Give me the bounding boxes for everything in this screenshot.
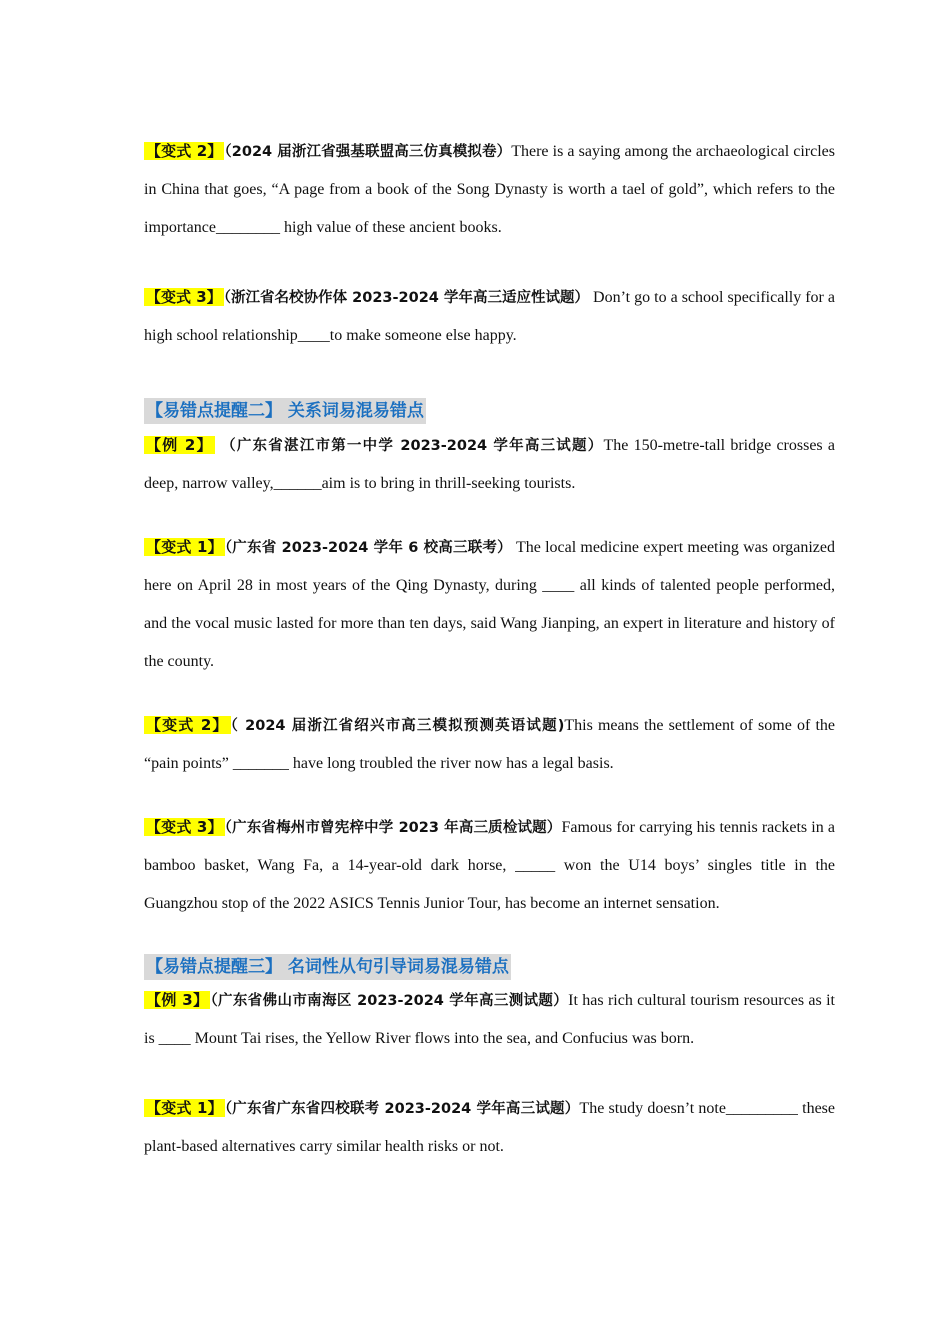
exercise-tag: 【例 3】 — [146, 991, 209, 1009]
exercise-item — [144, 808, 835, 923]
exercise-source: （广东省佛山市南海区 2023-2024 学年高三测试题） — [210, 993, 569, 1009]
exercise-tag: 【变式 3】 — [146, 288, 222, 306]
exercise-source: （广东省 2023-2024 学年 6 校高三联考） — [224, 540, 512, 556]
exercise-text: The 150-metre-tall bridge crosses a deep, narrow valley,______aim is to bring in thrill-seeking tourists. — [144, 437, 835, 492]
exercise-text: The local medicine expert meeting was organized here on April 28 in most years of the Qing Dynasty, during ____ all kinds of talented people performed, and the vocal music lasted for more than ten days, said Wang Jianping, an expert in literature and history of the county. — [144, 539, 836, 670]
exercise-item — [144, 132, 835, 247]
exercise-item — [144, 278, 835, 355]
exercise-source: （浙江省名校协作体 2023-2024 学年高三适应性试题） — [223, 290, 590, 306]
exercise-source: （广东省广东省四校联考 2023-2024 学年高三试题） — [224, 1101, 580, 1117]
exercise-tag: 【变式 2】 — [146, 142, 223, 160]
exercise-text: This means the settlement of some of the “pain points” _______ have long troubled the river now has a legal basis. — [144, 717, 835, 772]
exercise-text: Don’t go to a school specifically for a high school relationship____to make someone else happy. — [144, 289, 835, 344]
exercise-item — [144, 426, 835, 503]
exercise-source: （广东省梅州市曾宪梓中学 2023 年高三质检试题） — [224, 820, 562, 836]
exercise-text: It has rich cultural tourism resources as it is ____ Mount Tai rises, the Yellow River flows into the sea, and Confucius was born. — [144, 992, 835, 1047]
exercise-tag: 【变式 2】 — [146, 716, 229, 734]
exercise-item — [144, 1089, 835, 1166]
exercise-tag: 【变式 3】 — [146, 818, 223, 836]
exercise-text: There is a saying among the archaeological circles in China that goes, “A page from a book of the Song Dynasty is worth a tael of gold”, which refers to the importance________ high value of these ancient books. — [144, 143, 836, 236]
section-heading: 【易错点提醒三】 名词性从句引导词易混易错点 — [144, 954, 511, 980]
exercise-text: Famous for carrying his tennis rackets in a bamboo basket, Wang Fa, a 14-year-old dark horse, _____ won the U14 boys’ singles title in the Guangzhou stop of the 2022 ASICS Tennis Junior Tour, has become an internet sensation. — [144, 819, 836, 912]
exercise-source: （广东省湛江市第一中学 2023-2024 学年高三试题） — [214, 438, 604, 454]
exercise-tag: 【变式 1】 — [146, 1099, 223, 1117]
exercise-source: （2024 届浙江省强基联盟高三仿真模拟卷） — [224, 144, 512, 160]
exercise-text: The study doesn’t note_________ these plant-based alternatives carry similar health risks or not. — [144, 1100, 835, 1155]
exercise-item — [144, 706, 835, 783]
exercise-tag: 【例 2】 — [146, 436, 213, 454]
exercise-source: （ 2024 届浙江省绍兴市高三模拟预测英语试题) — [230, 718, 565, 734]
exercise-tag: 【变式 1】 — [146, 538, 223, 556]
exercise-item — [144, 981, 835, 1058]
section-heading: 【易错点提醒二】 关系词易混易错点 — [144, 398, 426, 424]
exercise-item — [144, 528, 835, 681]
